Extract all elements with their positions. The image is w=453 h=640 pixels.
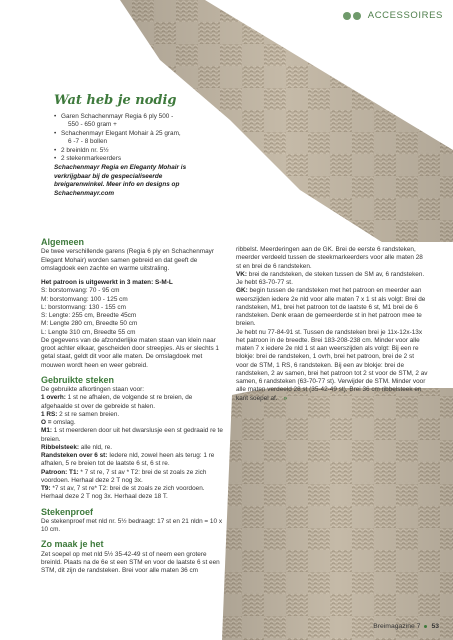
size-line: M: Lengte 280 cm, Breedte 50 cm (41, 320, 138, 328)
paragraph: De gebruikte afkortingen staan voor: (41, 386, 145, 393)
size-line: S: borstomvang: 70 - 95 cm (41, 287, 120, 295)
size-line: S: Lengte: 255 cm, Breedte 45cm (41, 312, 137, 319)
stitch-definition: 1 RS: 2 st re samen breien. (41, 410, 120, 418)
paragraph: Zet soepel op met nld 5½ 35-42-49 st of neem een grotere breinld. Plaats na de 6e st een STM en voor de laatste 6 st een STM, dit zijn de randsteken. Brei voor alle maten 36 cm (41, 550, 220, 574)
stitch-definition: T9: *7 st av, 7 st re* T2: brei de st zoals ze zich voordoen. Herhaal deze 2 T nog 3x. Herhaal deze 18 T. (41, 485, 205, 501)
brand-dot-icon (343, 12, 351, 20)
paragraph: Je hebt nu 77-84-91 st. Tussen de randsteken brei je 11x-12x-13x het patroon in de breedte. Brei 183-208-238 cm. Minder voor alle maten 7 x iedere 2e nld 1 st aan weerszijden als volgt: Bij een re blokje: brei de randsteken, 1 ovrh, brei het patroon, brei de 2 st voor de STM, 1 RS, 6 randsteken. Bij een av blokje: brei de randsteken, 2 av samen, brei het patroon tot 2 st voor de STM, 2 av samen, 6 randsteken (63-70-77 st). Verwijder de STM. Minder voor alle maten verdeeld 28 st (35-42-49 st). Brei 36 cm ribbelsteek en kant soepel af. » (236, 328, 428, 402)
paragraph: ribbelst. Meerderingen aan de GK. Brei de eerste 6 randsteken, meerder verdeeld tussen de steekmarkeerders voor alle maten 28 st en brei de 6 randsteken. (236, 246, 423, 270)
page-number: 53 (431, 623, 439, 630)
stitch-definition: 1 overh: 1 st ne afhalen, de volgende st re breien, de afgehaalde st over de gebreide st halen. (41, 394, 193, 410)
stitch-definition: M1: 1 st meerderen door uit het dwarslusje een st gedraaid re te breien. (41, 427, 223, 443)
continue-arrow-icon: » (283, 394, 288, 402)
size-line: L: borstomvang: 130 - 155 cm (41, 303, 126, 311)
list-item: • Schachenmayr Elegant Mohair à 25 gram, 6 -7 - 8 bollen (54, 130, 214, 147)
stitch-definition: O = omslag. (41, 419, 76, 426)
heading-algemeen: Algemeen (41, 237, 85, 247)
paragraph: De gegevens van de afzonderlijke maten staan van klein naar groot achter elkaar, gescheiden door streepjes. Als er slechts 1 getal staat, geldt dit voor alle maten. De omslagdoek met mouwen wordt heen en weer gebreid. (41, 336, 219, 369)
stitch-definition: Randsteken over 6 st: Iedere nld, zowel heen als terug: 1 re afhalen, 5 re breien tot de laatste 6 st, 6 st re. (41, 452, 215, 468)
paragraph-gk: GK: begin tussen de randsteken met het patroon en meerder aan weerszijden iedere 2e nld voor alle maten 7 x 1 st als volgt: Brei de randsteken, M1, brei het patroon tot de laatste 6 st, M1 brei de 6 randsteken. Denk eraan de gemeerderde st in het patroon mee te breien. (236, 287, 426, 328)
paragraph: De twee verschillende garens (Regia 6 ply en Schachenmayr Elegant Mohair) worden samen gebreid en dat geeft de omslagdoek een zachte en warme uitstraling. (41, 248, 214, 272)
section-label: ACCESSOIRES (367, 10, 443, 21)
magazine-name: Breimagazine 7 (373, 623, 421, 630)
size-line: L: Lengte 310 cm, Breedte 55 cm (41, 328, 136, 336)
page-footer (373, 623, 439, 630)
heading-stekenproef: Stekenproef (41, 506, 94, 517)
list-item: • 2 stekenmarkeerders (54, 155, 214, 163)
materials-note: Schachenmayr Regia en Eleganty Mohair is verkrijgbaar bij de gespecialiseerde breigarenwinkel. Meer info en designs op Schachenmayr.com (54, 164, 187, 197)
size-line: M: borstomvang: 100 - 125 cm (41, 295, 128, 303)
paragraph: De stekenproef met nld nr. 5½ bedraagt: 17 st en 21 nldn = 10 x 10 cm. (41, 517, 223, 533)
list-item: • 2 breinldn nr. 5½ (54, 147, 214, 155)
materials-list (54, 113, 214, 163)
text-column-left (41, 238, 223, 575)
stitch-definition: Ribbelsteek: alle nld, re. (41, 443, 113, 451)
materials-title: Wat heb je nodig (54, 93, 177, 108)
sizes-title: Het patroon is uitgewerkt in 3 maten: S-M-L (41, 279, 173, 286)
paragraph-vk: VK: brei de randsteken, de steken tussen de SM av, 6 randsteken. Je hebt 63-70-77 st. (236, 270, 425, 286)
stitch-definition: Patroon: T1: * 7 st re, 7 st av * T2: brei de st zoals ze zich voordoen. Herhaal deze 2 T nog 3x. (41, 468, 207, 484)
heading-zo-maak-je-het: Zo maak je het (41, 539, 104, 550)
list-item: • Garen Schachenmayr Regia 6 ply 500 - 550 - 650 gram + (54, 113, 214, 130)
section-header (343, 10, 443, 21)
text-column-right (236, 246, 428, 403)
brand-dot-icon (353, 12, 361, 20)
materials-box (54, 93, 214, 198)
bullet-icon (424, 625, 427, 628)
heading-gebruikte-steken: Gebruikte steken (41, 374, 115, 385)
